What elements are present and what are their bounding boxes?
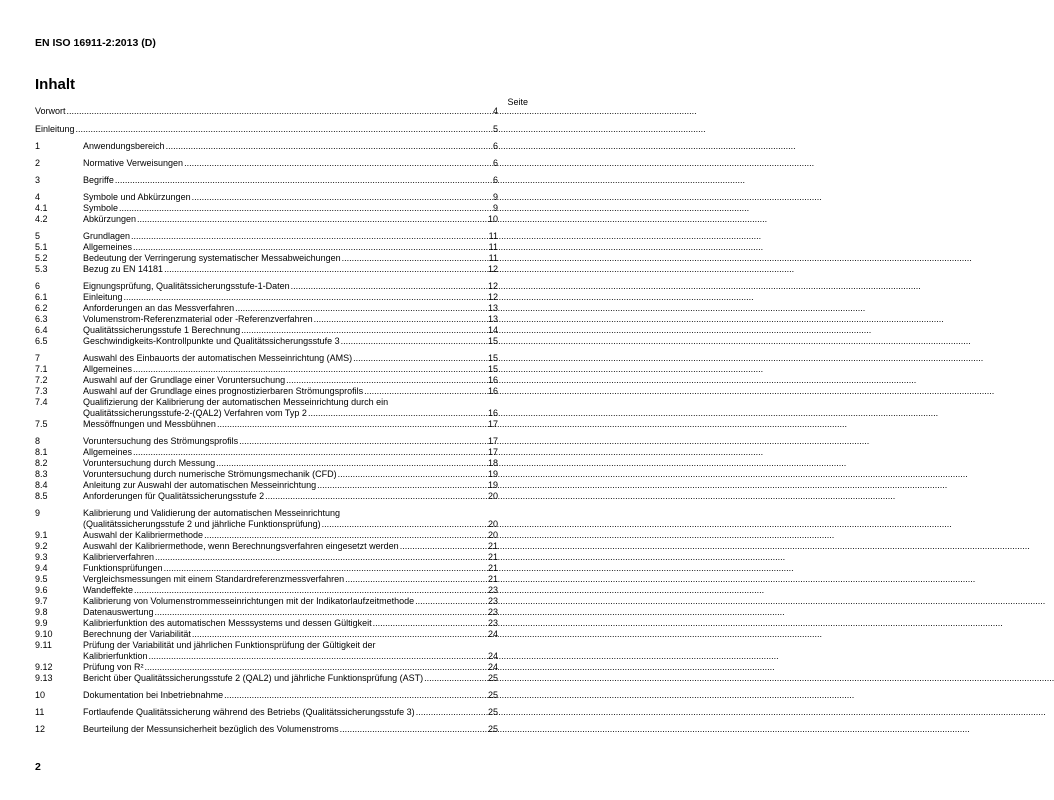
toc-leader-dots	[137, 214, 485, 225]
toc-entry-title: Voruntersuchung des Strömungsprofils	[83, 436, 239, 446]
toc-entry-title: Voruntersuchung durch numerische Strömungsmechanik (CFD)	[83, 469, 337, 479]
toc-leader-dots	[345, 574, 485, 585]
toc-entry-number: 6.4	[35, 325, 48, 335]
toc-leader-dots	[224, 690, 485, 701]
toc-entry-title: Grundlagen	[83, 231, 131, 241]
toc-leader-dots	[119, 203, 485, 214]
toc-entry-page: 17	[487, 436, 498, 446]
toc-entry-number: 9.5	[35, 574, 48, 584]
toc-leader-dots	[340, 724, 485, 735]
toc-leader-dots	[400, 541, 485, 552]
toc-leader-dots	[265, 491, 485, 502]
toc-leader-dots	[342, 253, 485, 264]
toc-entry[interactable]	[35, 563, 498, 574]
toc-entry[interactable]	[35, 673, 498, 684]
toc-leader-dots	[133, 242, 485, 253]
toc-entry-number: 9.8	[35, 607, 48, 617]
toc-entry-title: Einleitung	[83, 292, 123, 302]
toc-entry-page: 6	[492, 158, 498, 168]
toc-entry[interactable]	[35, 141, 498, 152]
toc-entry-number: 7	[35, 353, 41, 363]
toc-entry-line2[interactable]	[35, 519, 498, 530]
toc-leader-dots	[149, 651, 485, 662]
toc-entry-number: 7.3	[35, 386, 48, 396]
toc-entry-number: 6	[35, 281, 41, 291]
toc-entry-title: Bericht über Qualitätssicherungsstufe 2 (QAL2) und jährliche Funktionsprüfung (AST)	[83, 673, 424, 683]
toc-leader-dots	[317, 480, 485, 491]
toc-leader-dots	[373, 618, 485, 629]
toc-entry-number: 10	[35, 690, 46, 700]
toc-entry-page: 25	[487, 673, 498, 683]
toc-entry[interactable]	[35, 375, 498, 386]
toc-entry-title: Normative Verweisungen	[83, 158, 184, 168]
toc-entry[interactable]	[35, 124, 498, 135]
document-id-header: EN ISO 16911-2:2013 (D)	[35, 37, 156, 49]
toc-leader-dots	[286, 375, 485, 386]
toc-entry-number: 9.13	[35, 673, 53, 683]
toc-leader-dots	[216, 458, 485, 469]
toc-entry-number: 5.3	[35, 264, 48, 274]
toc-entry-line1[interactable]	[35, 640, 498, 651]
toc-entry-number: 4.1	[35, 203, 48, 213]
toc-leader-dots	[192, 629, 485, 640]
toc-entry-title: Abkürzungen	[83, 214, 137, 224]
toc-entry-number: 8.1	[35, 447, 48, 457]
toc-entry[interactable]	[35, 292, 498, 303]
toc-entry-page: 20	[487, 491, 498, 501]
toc-entry-title: Symbole und Abkürzungen	[83, 192, 191, 202]
toc-leader-dots	[241, 325, 485, 336]
toc-entry[interactable]	[35, 690, 498, 701]
toc-entry-title: Wandeffekte	[83, 585, 134, 595]
toc-entry-number: 9.2	[35, 541, 48, 551]
toc-entry-title: Symbole	[83, 203, 119, 213]
toc-entry[interactable]	[35, 242, 498, 253]
toc-leader-dots	[115, 175, 485, 186]
toc-entry[interactable]	[35, 231, 498, 242]
toc-entry-page: 23	[487, 607, 498, 617]
toc-entry-number: 6.3	[35, 314, 48, 324]
toc-entry-page: 9	[492, 203, 498, 213]
toc-leader-dots	[424, 673, 485, 684]
toc-entry-page: 12	[487, 281, 498, 291]
toc-leader-dots	[184, 158, 485, 169]
toc-entry-page: 19	[487, 469, 498, 479]
toc-entry[interactable]	[35, 458, 498, 469]
toc-entry-title: Auswahl des Einbauorts der automatischen Messeinrichtung (AMS)	[83, 353, 353, 363]
toc-entry-page: 18	[487, 458, 498, 468]
table-of-contents	[35, 106, 498, 735]
toc-entry[interactable]	[35, 629, 498, 640]
toc-entry-title-continued: (Qualitätssicherungsstufe 2 und jährliche Funktionsprüfung)	[83, 519, 321, 529]
toc-leader-dots	[67, 106, 485, 117]
toc-entry-page: 6	[492, 175, 498, 185]
toc-entry-title: Dokumentation bei Inbetriebnahme	[83, 690, 224, 700]
toc-entry-page: 21	[487, 541, 498, 551]
toc-entry-page: 25	[487, 690, 498, 700]
toc-entry-title: Allgemeines	[83, 447, 133, 457]
toc-entry-number: 8.5	[35, 491, 48, 501]
toc-leader-dots	[76, 124, 485, 135]
toc-entry-page: 19	[487, 480, 498, 490]
toc-entry-page: 9	[492, 192, 498, 202]
toc-entry[interactable]	[35, 724, 498, 735]
toc-entry-line2[interactable]	[35, 651, 498, 662]
toc-entry[interactable]	[35, 530, 498, 541]
toc-entry[interactable]	[35, 618, 498, 629]
toc-leader-dots	[134, 585, 485, 596]
toc-entry-page: 13	[487, 314, 498, 324]
toc-entry-page: 21	[487, 574, 498, 584]
toc-entry-page: 17	[487, 447, 498, 457]
toc-entry-number: 9.6	[35, 585, 48, 595]
toc-entry-title: Beurteilung der Messunsicherheit bezüglich des Volumenstroms	[83, 724, 339, 734]
toc-leader-dots	[322, 519, 485, 530]
toc-entry-page: 17	[487, 419, 498, 429]
toc-entry-title: Fortlaufende Qualitätssicherung während des Betriebs (Qualitätssicherungsstufe 3)	[83, 707, 415, 717]
toc-entry[interactable]	[35, 491, 498, 502]
toc-leader-dots	[164, 563, 485, 574]
toc-entry-number: 11	[35, 707, 45, 717]
toc-entry-page: 6	[492, 141, 498, 151]
toc-leader-dots	[217, 419, 485, 430]
toc-entry-page: 25	[487, 724, 498, 734]
toc-entry[interactable]	[35, 596, 498, 607]
toc-leader-dots	[204, 530, 485, 541]
toc-entry-number: 3	[35, 175, 41, 185]
toc-entry[interactable]	[35, 552, 498, 563]
toc-entry-page: 13	[487, 303, 498, 313]
toc-entry[interactable]	[35, 436, 498, 447]
toc-entry-number: 4	[35, 192, 41, 202]
toc-entry-page: 15	[487, 336, 498, 346]
toc-entry-page: 11	[488, 242, 498, 252]
toc-entry-number: 7.2	[35, 375, 48, 385]
toc-entry-title: Messöffnungen und Messbühnen	[83, 419, 216, 429]
toc-leader-dots	[145, 662, 485, 673]
toc-entry-title: Anforderungen für Qualitätssicherungsstufe 2	[83, 491, 265, 501]
toc-entry[interactable]	[35, 585, 498, 596]
toc-leader-dots	[415, 596, 485, 607]
toc-entry-page: 16	[487, 386, 498, 396]
toc-entry-number: 8.2	[35, 458, 48, 468]
toc-entry-title: Anleitung zur Auswahl der automatischen Messeinrichtung	[83, 480, 317, 490]
toc-entry-number: 5.2	[35, 253, 48, 263]
toc-leader-dots	[133, 364, 485, 375]
toc-leader-dots	[235, 303, 485, 314]
toc-entry[interactable]	[35, 480, 498, 491]
toc-entry-number: 7.1	[35, 364, 48, 374]
toc-entry-title: Funktionsprüfungen	[83, 563, 163, 573]
toc-entry-page: 23	[487, 596, 498, 606]
toc-entry-title: Kalibrierfunktion des automatischen Messsystems und dessen Gültigkeit	[83, 618, 372, 628]
toc-entry-number: 9.10	[35, 629, 53, 639]
toc-entry-number: 7.5	[35, 419, 48, 429]
toc-entry[interactable]	[35, 469, 498, 480]
toc-entry-page: 23	[487, 585, 498, 595]
toc-entry-page: 15	[487, 353, 498, 363]
toc-entry-title: Berechnung der Variabilität	[83, 629, 191, 639]
toc-heading: Inhalt	[35, 76, 75, 93]
toc-leader-dots	[239, 436, 485, 447]
toc-leader-dots	[166, 141, 485, 152]
toc-leader-dots	[131, 231, 485, 242]
toc-entry-title: Kalibrierung von Volumenstrommesseinrichtungen mit der Indikatorlaufzeitmethode	[83, 596, 415, 606]
toc-entry-title: Kalibrierung und Validierung der automatischen Messeinrichtung	[83, 508, 340, 518]
toc-entry-title: Geschwindigkeits-Kontrollpunkte und Qualitätssicherungsstufe 3	[83, 336, 340, 346]
toc-leader-dots	[341, 336, 485, 347]
toc-entry-page: 25	[487, 707, 498, 717]
toc-entry[interactable]	[35, 314, 498, 325]
toc-entry-page: 15	[487, 364, 498, 374]
toc-entry-number: 2	[35, 158, 41, 168]
toc-entry-title: Datenauswertung	[83, 607, 154, 617]
toc-entry-number: 5.1	[35, 242, 48, 252]
toc-entry-title: Auswahl auf der Grundlage eines prognostizierbaren Strömungsprofils	[83, 386, 364, 396]
toc-entry[interactable]	[35, 325, 498, 336]
toc-entry-number: 5	[35, 231, 41, 241]
toc-leader-dots	[353, 353, 485, 364]
toc-entry-number: 9.3	[35, 552, 48, 562]
toc-entry-title: Voruntersuchung durch Messung	[83, 458, 216, 468]
toc-entry-number: 6.5	[35, 336, 48, 346]
toc-entry[interactable]	[35, 214, 498, 225]
toc-leader-dots	[155, 607, 485, 618]
toc-entry-number: 9.12	[35, 662, 53, 672]
toc-entry-title: Qualitätssicherungsstufe 1 Berechnung	[83, 325, 241, 335]
toc-entry-page: 16	[487, 408, 498, 418]
toc-entry-number: 9.11	[35, 640, 52, 650]
toc-leader-dots	[124, 292, 485, 303]
toc-leader-dots	[364, 386, 485, 397]
toc-entry-title: Volumenstrom-Referenzmaterial oder -Referenzverfahren	[83, 314, 313, 324]
toc-entry-page: 20	[487, 519, 498, 529]
toc-entry[interactable]	[35, 707, 498, 718]
toc-entry-number: 4.2	[35, 214, 48, 224]
toc-entry-page: 24	[487, 629, 498, 639]
toc-entry[interactable]	[35, 158, 498, 169]
toc-entry-number: 6.2	[35, 303, 48, 313]
toc-entry-title: Begriffe	[83, 175, 114, 185]
toc-entry-title: Anwendungsbereich	[83, 141, 165, 151]
toc-entry[interactable]	[35, 386, 498, 397]
toc-entry[interactable]	[35, 203, 498, 214]
toc-entry-page: 24	[487, 662, 498, 672]
toc-entry-page: 11	[488, 231, 498, 241]
toc-leader-dots	[133, 447, 485, 458]
toc-entry[interactable]	[35, 281, 498, 292]
toc-entry[interactable]	[35, 574, 498, 585]
toc-leader-dots	[291, 281, 485, 292]
toc-entry-line1[interactable]	[35, 397, 498, 408]
toc-entry-number: 9.9	[35, 618, 48, 628]
toc-entry-number: 7.4	[35, 397, 48, 407]
toc-entry[interactable]	[35, 336, 498, 347]
toc-leader-dots	[416, 707, 485, 718]
toc-entry-page: 4	[492, 106, 498, 116]
toc-entry-page: 12	[487, 292, 498, 302]
toc-entry-page: 20	[487, 530, 498, 540]
toc-entry[interactable]	[35, 106, 498, 117]
toc-entry-title: Prüfung der Variabilität und jährlichen Funktionsprüfung der Gültigkeit der	[83, 640, 376, 650]
toc-entry-title: Vorwort	[35, 106, 66, 116]
toc-entry-number: 6.1	[35, 292, 48, 302]
toc-entry-page: 24	[487, 651, 498, 661]
toc-entry[interactable]	[35, 175, 498, 186]
toc-entry[interactable]	[35, 419, 498, 430]
toc-entry[interactable]	[35, 447, 498, 458]
toc-entry-page: 12	[487, 264, 498, 274]
toc-leader-dots	[308, 408, 485, 419]
toc-entry[interactable]	[35, 364, 498, 375]
toc-leader-dots	[192, 192, 485, 203]
toc-entry-number: 9.1	[35, 530, 48, 540]
toc-entry[interactable]	[35, 541, 498, 552]
toc-entry[interactable]	[35, 662, 498, 673]
toc-leader-dots	[155, 552, 485, 563]
toc-entry-title: Allgemeines	[83, 242, 133, 252]
toc-entry-title: Vergleichsmessungen mit einem Standardreferenzmessverfahren	[83, 574, 345, 584]
toc-entry-page: 14	[487, 325, 498, 335]
toc-entry[interactable]	[35, 303, 498, 314]
toc-entry-number: 8.3	[35, 469, 48, 479]
toc-entry-page: 11	[488, 253, 498, 263]
toc-entry-page: 5	[492, 124, 498, 134]
toc-leader-dots	[164, 264, 485, 275]
toc-entry-title-continued: Qualitätssicherungsstufe-2-(QAL2) Verfahren vom Typ 2	[83, 408, 307, 418]
page-number: 2	[35, 761, 41, 773]
toc-entry-page: 21	[487, 563, 498, 573]
toc-entry-title: Auswahl der Kalibriermethode	[83, 530, 204, 540]
toc-entry-number: 9.4	[35, 563, 48, 573]
toc-entry-title: Einleitung	[35, 124, 75, 134]
toc-entry[interactable]	[35, 253, 498, 264]
toc-entry-title: Prüfung von R²	[83, 662, 144, 672]
toc-entry-page: 21	[487, 552, 498, 562]
toc-entry-number: 9.7	[35, 596, 48, 606]
toc-entry-page: 16	[487, 375, 498, 385]
toc-entry[interactable]	[35, 192, 498, 203]
toc-entry-title: Auswahl der Kalibriermethode, wenn Berechnungsverfahren eingesetzt werden	[83, 541, 399, 551]
toc-entry[interactable]	[35, 264, 498, 275]
toc-leader-dots	[314, 314, 485, 325]
toc-entry[interactable]	[35, 607, 498, 618]
toc-entry-title: Allgemeines	[83, 364, 133, 374]
toc-entry-title: Auswahl auf der Grundlage einer Voruntersuchung	[83, 375, 286, 385]
toc-entry-number: 8.4	[35, 480, 48, 490]
toc-entry-number: 1	[35, 141, 41, 151]
toc-entry-title: Eignungsprüfung, Qualitätssicherungsstufe-1-Daten	[83, 281, 290, 291]
toc-entry-title: Qualifizierung der Kalibrierung der automatischen Messeinrichtung durch ein	[83, 397, 389, 407]
toc-entry[interactable]	[35, 353, 498, 364]
toc-entry-number: 12	[35, 724, 46, 734]
toc-entry-title: Bedeutung der Verringerung systematischer Messabweichungen	[83, 253, 341, 263]
toc-entry-line2[interactable]	[35, 408, 498, 419]
toc-entry-line1[interactable]	[35, 508, 498, 519]
toc-leader-dots	[338, 469, 485, 480]
page-column-label: Seite	[507, 97, 528, 107]
toc-entry-title: Kalibrierverfahren	[83, 552, 155, 562]
toc-entry-title-continued: Kalibrierfunktion	[83, 651, 148, 661]
toc-entry-page: 10	[487, 214, 498, 224]
toc-entry-title: Bezug zu EN 14181	[83, 264, 164, 274]
toc-entry-page: 23	[487, 618, 498, 628]
toc-entry-number: 8	[35, 436, 41, 446]
toc-entry-number: 9	[35, 508, 41, 518]
toc-entry-title: Anforderungen an das Messverfahren	[83, 303, 235, 313]
